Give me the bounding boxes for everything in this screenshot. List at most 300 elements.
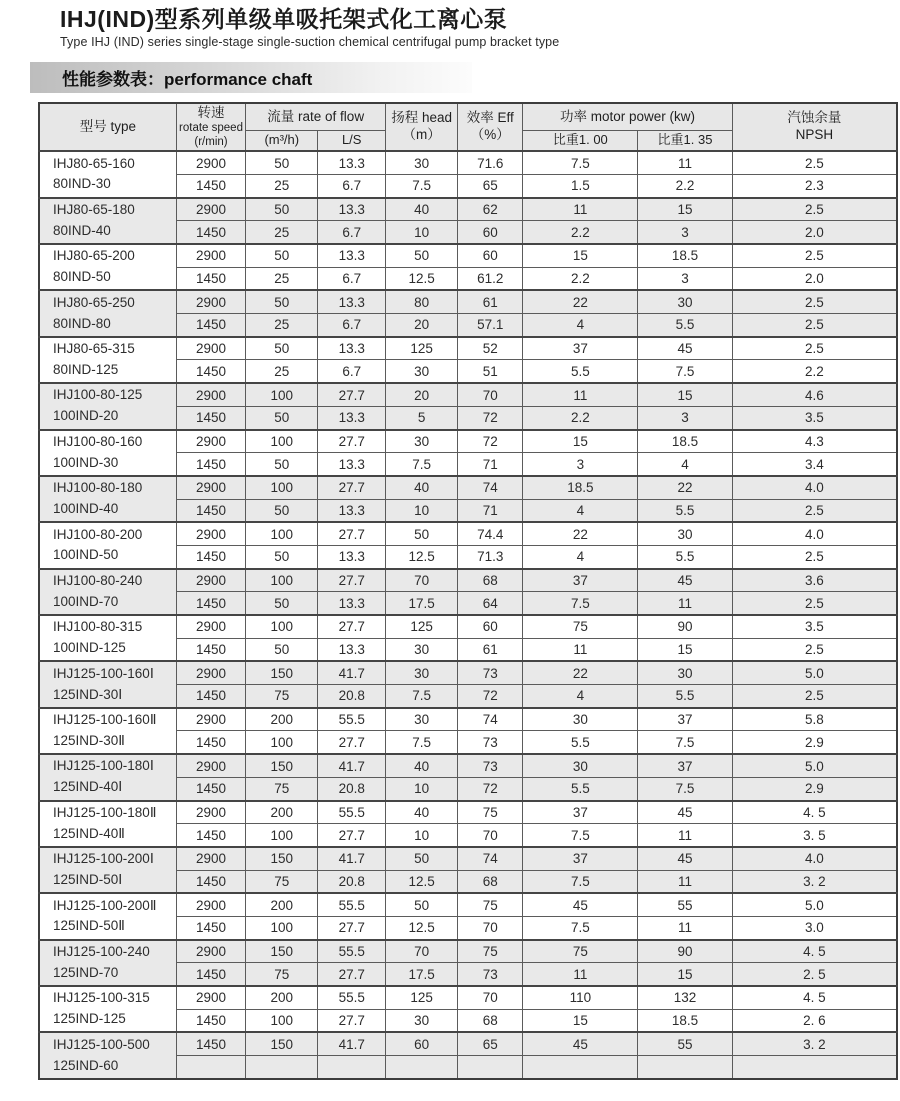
model-line: IHJ100-80-200 [53,526,143,542]
table-cell: 2900 [176,151,245,174]
model-line: IHJ125-100-200Ⅱ [53,897,157,913]
model-cell [39,661,176,707]
table-cell: 2.2 [523,221,638,244]
table-cell: 5.5 [638,545,732,568]
col-header-head-zh: 扬程 head [391,110,453,126]
table-cell: 2.5 [732,685,897,708]
table-cell: 37 [638,754,732,777]
table-cell: 2900 [176,476,245,499]
table-cell: 2.5 [732,314,897,337]
table-row [39,893,897,916]
table-cell: 61 [458,290,523,313]
table-cell: 55.5 [318,940,386,963]
table-cell: 40 [386,476,458,499]
table-cell: 4 [638,453,732,476]
table-cell: 70 [386,940,458,963]
table-cell: 11 [638,151,732,174]
table-cell: 5.5 [638,685,732,708]
table-cell: 65 [458,174,523,197]
model-line: 125IND-50Ⅰ [53,872,123,888]
table-cell: 5.5 [638,314,732,337]
table-cell: 2.0 [732,221,897,244]
model-line: 100IND-70 [53,593,119,609]
table-cell: 1450 [176,360,245,383]
table-cell: 3 [638,267,732,290]
table-cell: 25 [246,314,318,337]
table-cell: 1450 [176,638,245,661]
col-header-flow-ls: L/S [318,130,386,151]
table-cell: 7.5 [523,592,638,615]
table-cell: 75 [246,777,318,800]
table-cell: 11 [638,592,732,615]
table-cell: 50 [386,522,458,545]
model-cell [39,476,176,522]
model-line: IHJ100-80-315 [53,619,143,635]
model-line: IHJ80-65-200 [53,248,135,264]
table-cell: 60 [458,615,523,638]
table-cell: 68 [458,569,523,592]
table-cell: 150 [246,754,318,777]
table-cell: 72 [458,430,523,453]
model-cell [39,430,176,476]
table-cell: 25 [246,174,318,197]
table-cell: 7.5 [386,685,458,708]
page-subtitle: Type IHJ (IND) series single-stage single-suction chemical centrifugal pump bracket type [60,35,560,50]
table-cell: 74 [458,476,523,499]
table-row [39,522,897,545]
table-cell: 37 [523,847,638,870]
table-cell: 3. 2 [732,1032,897,1055]
model-line: IHJ125-100-160Ⅰ [53,665,154,681]
col-header-power-sg100: 比重1. 00 [523,130,638,151]
table-cell: 7.5 [386,174,458,197]
col-header-speed-unit: (r/min) [194,135,228,148]
model-line: IHJ125-100-200Ⅰ [53,851,154,867]
table-cell: 73 [458,963,523,986]
table-cell: 3 [638,221,732,244]
table-cell: 45 [638,337,732,360]
model-cell [39,198,176,244]
table-cell: 68 [458,1009,523,1032]
table-cell: 13.3 [318,453,386,476]
table-cell: 132 [638,986,732,1009]
model-line: IHJ100-80-125 [53,387,143,403]
table-cell: 50 [246,151,318,174]
col-header-npsh-en: NPSH [795,127,834,143]
table-cell: 30 [386,430,458,453]
table-cell: 15 [523,244,638,267]
table-cell: 1450 [176,685,245,708]
table-cell: 12.5 [386,545,458,568]
table-cell: 90 [638,615,732,638]
table-cell: 11 [638,870,732,893]
table-cell: 13.3 [318,638,386,661]
table-cell: 7.5 [523,824,638,847]
table-cell: 6.7 [318,314,386,337]
table-cell: 75 [458,940,523,963]
model-cell [39,1032,176,1078]
table-cell: 13.3 [318,499,386,522]
table-cell: 64 [458,592,523,615]
model-line: IHJ100-80-160 [53,433,143,449]
table-cell: 11 [523,963,638,986]
table-cell: 75 [246,963,318,986]
table-cell: 15 [523,430,638,453]
table-cell: 10 [386,221,458,244]
table-cell: 2900 [176,847,245,870]
model-line: 100IND-50 [53,547,119,563]
table-cell: 70 [458,986,523,1009]
table-cell: 4.0 [732,476,897,499]
table-cell: 51 [458,360,523,383]
table-cell: 75 [246,870,318,893]
table-cell: 7.5 [638,360,732,383]
table-cell: 13.3 [318,406,386,429]
table-cell: 3.5 [732,615,897,638]
table-cell: 41.7 [318,661,386,684]
table-cell: 60 [458,221,523,244]
model-line: 80IND-30 [53,176,111,192]
table-cell: 2900 [176,383,245,406]
table-cell: 2.5 [732,592,897,615]
table-cell: 72 [458,406,523,429]
table-cell: 30 [523,754,638,777]
table-cell: 1450 [176,1032,245,1055]
table-cell: 2900 [176,754,245,777]
table-cell: 2900 [176,290,245,313]
table-cell: 25 [246,267,318,290]
table-cell: 37 [638,708,732,731]
table-cell: 5.5 [523,731,638,754]
table-cell: 27.7 [318,569,386,592]
table-cell: 100 [246,476,318,499]
table-cell: 50 [246,337,318,360]
table-cell: 110 [523,986,638,1009]
table-row [39,569,897,592]
table-cell: 70 [458,824,523,847]
model-line: 100IND-125 [53,640,126,656]
table-cell: 50 [246,290,318,313]
table-cell: 1450 [176,174,245,197]
table-cell: 74 [458,708,523,731]
table-cell: 4 [523,545,638,568]
table-cell: 50 [246,453,318,476]
model-line: 100IND-40 [53,501,119,517]
table-cell: 7.5 [523,151,638,174]
model-line: 125IND-30Ⅱ [53,732,125,748]
model-line: 80IND-125 [53,361,119,377]
table-cell: 5.5 [523,777,638,800]
model-cell [39,986,176,1032]
table-cell: 50 [386,847,458,870]
table-cell: 4. 5 [732,940,897,963]
table-cell: 11 [523,198,638,221]
table-row [39,198,897,221]
model-line: 100IND-30 [53,454,119,470]
table-cell: 50 [246,406,318,429]
table-cell: 40 [386,754,458,777]
table-cell: 10 [386,777,458,800]
model-line: IHJ80-65-160 [53,155,135,171]
table-cell: 100 [246,1009,318,1032]
table-cell: 90 [638,940,732,963]
model-line: IHJ125-100-180Ⅱ [53,804,157,820]
table-cell: 4 [523,685,638,708]
table-cell: 2.3 [732,174,897,197]
page-title: IHJ(IND)型系列单级单吸托架式化工离心泵 [60,6,508,32]
table-cell: 70 [386,569,458,592]
table-cell: 1.5 [523,174,638,197]
table-cell: 7.5 [523,916,638,939]
model-cell [39,754,176,800]
table-cell: 17.5 [386,592,458,615]
table-cell: 27.7 [318,476,386,499]
table-cell: 27.7 [318,963,386,986]
table-cell: 5.0 [732,754,897,777]
table-cell: 50 [386,893,458,916]
model-line: IHJ125-100-160Ⅱ [53,712,157,728]
table-cell: 71.3 [458,545,523,568]
table-cell: 2.5 [732,198,897,221]
table-cell: 2900 [176,430,245,453]
table-cell: 45 [638,801,732,824]
table-cell: 2.2 [523,406,638,429]
table-row [39,1032,897,1055]
table-cell [523,1056,638,1079]
table-cell: 41.7 [318,1032,386,1055]
model-cell [39,615,176,661]
table-row [39,290,897,313]
table-cell: 6.7 [318,267,386,290]
table-cell: 57.1 [458,314,523,337]
model-line: 80IND-80 [53,315,111,331]
table-cell: 27.7 [318,430,386,453]
col-header-eff-zh: 效率 Eff [466,110,514,126]
table-cell: 60 [458,244,523,267]
table-cell: 11 [638,824,732,847]
table-cell: 125 [386,615,458,638]
table-cell: 2.2 [638,174,732,197]
col-header-power-sg135: 比重1. 35 [638,130,732,151]
table-cell: 13.3 [318,244,386,267]
table-cell: 200 [246,986,318,1009]
model-cell [39,290,176,336]
table-cell: 100 [246,569,318,592]
model-line: IHJ80-65-250 [53,294,135,310]
table-cell: 41.7 [318,754,386,777]
table-cell: 2. 5 [732,963,897,986]
model-line: 80IND-50 [53,269,111,285]
table-cell [318,1056,386,1079]
table-cell: 10 [386,824,458,847]
model-cell [39,893,176,939]
table-cell: 5 [386,406,458,429]
table-cell: 2.5 [732,638,897,661]
table-cell: 1450 [176,916,245,939]
table-cell: 17.5 [386,963,458,986]
table-cell: 1450 [176,267,245,290]
table-cell: 27.7 [318,522,386,545]
model-cell [39,522,176,568]
table-cell: 13.3 [318,198,386,221]
table-cell: 2.2 [523,267,638,290]
table-cell: 13.3 [318,545,386,568]
table-cell [638,1056,732,1079]
table-cell: 55.5 [318,801,386,824]
table-cell: 4 [523,314,638,337]
table-cell: 30 [386,638,458,661]
table-cell: 50 [386,244,458,267]
table-cell: 37 [523,337,638,360]
table-cell: 70 [458,383,523,406]
table-cell: 70 [458,916,523,939]
table-cell: 4.3 [732,430,897,453]
table-cell: 2. 6 [732,1009,897,1032]
table-cell: 27.7 [318,824,386,847]
table-row [39,801,897,824]
table-cell: 50 [246,499,318,522]
table-cell: 1450 [176,499,245,522]
table-cell: 72 [458,685,523,708]
table-cell: 2900 [176,708,245,731]
table-cell: 15 [638,638,732,661]
table-cell: 2.5 [732,151,897,174]
table-cell: 55.5 [318,893,386,916]
table-row [39,615,897,638]
table-cell [386,1056,458,1079]
table-cell: 1450 [176,592,245,615]
table-cell: 62 [458,198,523,221]
table-cell: 68 [458,870,523,893]
table-cell: 2.0 [732,267,897,290]
table-cell: 11 [523,383,638,406]
model-line: 100IND-20 [53,408,119,424]
table-cell: 55.5 [318,708,386,731]
table-cell: 75 [246,685,318,708]
table-cell: 1450 [176,221,245,244]
col-header-npsh-zh: 汽蚀余量 [787,110,842,126]
model-line: 125IND-30Ⅰ [53,686,123,702]
table-cell: 80 [386,290,458,313]
col-header-flow-m3h: (m³/h) [246,130,318,151]
table-cell: 30 [638,290,732,313]
table-cell: 27.7 [318,916,386,939]
table-cell: 45 [523,893,638,916]
model-cell [39,244,176,290]
table-cell: 13.3 [318,337,386,360]
table-row [39,986,897,1009]
table-cell: 2900 [176,986,245,1009]
table-cell [246,1056,318,1079]
table-cell: 50 [246,198,318,221]
table-cell: 2.5 [732,499,897,522]
table-cell: 52 [458,337,523,360]
table-cell: 13.3 [318,290,386,313]
table-cell: 72 [458,777,523,800]
table-cell: 1450 [176,406,245,429]
table-cell: 15 [638,198,732,221]
model-line: IHJ100-80-180 [53,480,143,496]
table-cell: 2900 [176,615,245,638]
table-cell: 4.0 [732,522,897,545]
table-cell: 1450 [176,453,245,476]
table-cell: 2.2 [732,360,897,383]
model-line: 125IND-40Ⅰ [53,779,123,795]
table-cell: 5.5 [523,360,638,383]
table-cell: 73 [458,754,523,777]
table-cell: 13.3 [318,592,386,615]
table-header [39,103,897,151]
table-cell: 25 [246,360,318,383]
table-cell: 22 [523,290,638,313]
table-cell: 71.6 [458,151,523,174]
model-line: 125IND-50Ⅱ [53,918,125,934]
table-cell: 55.5 [318,986,386,1009]
table-cell: 40 [386,198,458,221]
table-cell: 18.5 [523,476,638,499]
table-cell: 4.0 [732,847,897,870]
col-header-power: 功率 motor power (kw) [523,103,732,130]
model-cell [39,151,176,197]
table-cell: 27.7 [318,731,386,754]
model-line: IHJ125-100-500 [53,1036,150,1052]
table-cell: 30 [523,708,638,731]
model-line: IHJ125-100-315 [53,990,150,1006]
table-cell: 71 [458,453,523,476]
table-cell: 15 [638,383,732,406]
model-cell [39,708,176,754]
table-cell: 30 [638,661,732,684]
table-cell: 4.6 [732,383,897,406]
table-cell: 100 [246,522,318,545]
table-cell: 200 [246,893,318,916]
model-cell [39,569,176,615]
col-header-head [386,103,458,151]
table-cell: 2.5 [732,337,897,360]
table-cell: 100 [246,615,318,638]
table-cell: 75 [458,801,523,824]
table-cell: 30 [386,360,458,383]
table-row [39,847,897,870]
table-row [39,430,897,453]
table-cell: 15 [523,1009,638,1032]
table-cell: 20 [386,383,458,406]
col-header-type: 型号 type [39,103,176,151]
table-cell: 2900 [176,569,245,592]
table-cell: 7.5 [523,870,638,893]
table-cell: 3. 2 [732,870,897,893]
table-cell: 150 [246,1032,318,1055]
table-cell: 5.5 [638,499,732,522]
table-cell: 2900 [176,940,245,963]
table-cell: 1450 [176,314,245,337]
table-cell: 30 [386,1009,458,1032]
model-cell [39,940,176,986]
table-cell: 3. 5 [732,824,897,847]
table-cell: 22 [523,522,638,545]
table-cell: 100 [246,916,318,939]
table-cell: 4. 5 [732,801,897,824]
table-cell: 200 [246,801,318,824]
table-row [39,661,897,684]
table-cell: 1450 [176,1009,245,1032]
performance-table [38,102,898,1080]
table-cell: 73 [458,661,523,684]
table-cell: 100 [246,430,318,453]
table-cell: 37 [523,569,638,592]
table-cell: 6.7 [318,221,386,244]
table-cell: 2900 [176,198,245,221]
